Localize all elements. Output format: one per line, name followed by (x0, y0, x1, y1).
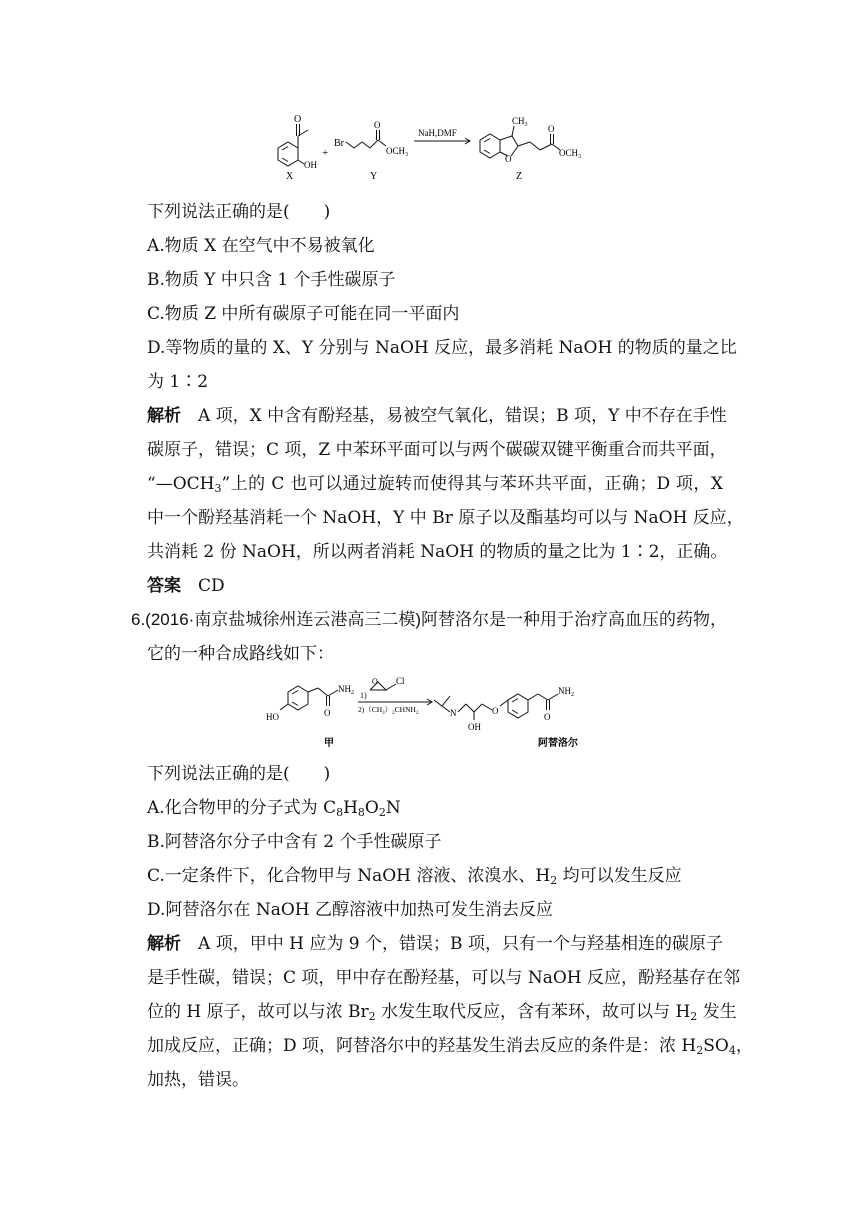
q6-stem: 下列说法正确的是( ) (147, 764, 331, 784)
q5-analysis-line3: “$—OCH_3$”上的 C 也可以通过旋转而使得其与苯环共平面，正确；D 项，X (147, 474, 723, 495)
q5-analysis-line5: 共消耗 2 份 NaOH，所以两者消耗 NaOH 的物质的量之比为 1∶2，正确。 (147, 542, 728, 562)
q6-analysis-line5: 加热，错误。 (147, 1070, 249, 1090)
plus-sign: + (322, 147, 329, 159)
q6-intro-line2: 它的一种合成路线如下： (147, 644, 334, 664)
conditions-label: NaH,DMF (418, 128, 457, 138)
q5-stem: 下列说法正确的是( ) (147, 202, 331, 222)
reaction-scheme-xyz (260, 110, 600, 182)
jia-ho-label: HO (266, 712, 279, 722)
q6-option-d: D.阿替洛尔在 NaOH 乙醇溶液中加热可发生消去反应 (147, 900, 554, 920)
q5-option-d-line1: D.等物质的量的 X、Y 分别与 NaOH 反应，最多消耗 NaOH 的物质的量之比 (147, 338, 737, 358)
reaction-scheme-atenolol (262, 672, 612, 752)
q6-option-b: B.阿替洛尔分子中含有 2 个手性碳原子 (147, 832, 442, 852)
y-br-label: Br (334, 138, 344, 149)
structure-jia (280, 686, 338, 710)
q5-option-a: A.物质 X 在空气中不易被氧化 (147, 236, 375, 256)
cl-label: Cl (396, 676, 405, 686)
jia-nh-label: $NH_2$ (338, 684, 354, 696)
atenolol-o-label: O (492, 706, 499, 716)
z-o-label: O (548, 124, 555, 134)
atenolol-label: 阿替洛尔 (538, 738, 578, 749)
atenolol-nh2-label: $NH_2$ (558, 686, 574, 698)
epoxide-o-label: O (372, 677, 378, 686)
q5-option-c: C.物质 Z 中所有碳原子可能在同一平面内 (147, 304, 460, 324)
q5-analysis-line2: 碳原子，错误；C 项，Z 中苯环平面可以与两个碳碳双键平衡重合而共平面， (147, 440, 727, 460)
q6-analysis-label: 解析 (147, 934, 182, 954)
q5-option-b: B.物质 Y 中只含 1 个手性碳原子 (147, 270, 396, 290)
x-oh-label: OH (304, 160, 317, 170)
q5-analysis-line4: 中一个酚羟基消耗一个 NaOH，Y 中 Br 原子以及酯基均可以与 NaOH 反应， (147, 508, 744, 528)
reaction-arrow (414, 138, 470, 144)
jia-o-label: O (324, 708, 331, 718)
q6-analysis-line2: 是手性碳，错误；C 项，甲中存在酚羟基，可以与 NaOH 反应，酚羟基存在邻 (147, 968, 740, 988)
q6-option-c: C.一定条件下，化合物甲与 NaOH 溶液、浓溴水、$H_2$ 均可以发生反应 (147, 866, 682, 887)
q5-answer-label: 答案 (147, 576, 181, 596)
q6-analysis-line1: 解析 A 项，甲中 H 应为 9 个，错误；B 项，只有一个与羟基相连的碳原子 (147, 934, 724, 954)
q5-answer (147, 576, 225, 596)
q5-analysis-line1: 解析 A 项，X 中含有酚羟基，易被空气氧化，错误；B 项，Y 中不存在手性 (147, 406, 727, 426)
y-och3-label: $OCH_3$ (386, 146, 409, 158)
x-o-label: O (294, 114, 302, 125)
y-o-label: O (374, 120, 381, 130)
step2-label: $2)(CH_3)_2CHNH_2$ (358, 705, 419, 716)
y-label: Y (370, 171, 378, 182)
atenolol-n-label: N (450, 708, 457, 718)
jia-label: 甲 (324, 738, 334, 749)
structure-y (346, 130, 386, 148)
z-ch3-label: $CH_3$ (512, 116, 528, 128)
q6-analysis-line3: 位的 H 原子，故可以与浓 $Br_2$ 水发生取代反应，含有苯环，故可以与 $H_2$ 发生 (147, 1002, 737, 1023)
q5-analysis-label: 解析 (147, 406, 181, 426)
q6-option-a: A.化合物甲的分子式为 $C_8H_8O_2N$ (147, 798, 401, 819)
q5-option-d-line2: 为 1∶2 (147, 372, 209, 392)
z-ring-o-label: O (505, 154, 512, 164)
z-och3-label: $OCH_3$ (559, 148, 582, 160)
atenolol-co-label: O (544, 712, 551, 722)
step1-label: 1) (360, 691, 367, 700)
atenolol-oh-label: OH (468, 722, 481, 732)
z-label: Z (516, 171, 523, 182)
q6-number-source: 6.(2016·南京盐城徐州连云港高三二模) (131, 610, 421, 629)
x-label: X (286, 171, 294, 182)
q5-answer-value: CD (198, 576, 225, 596)
q6-intro-line1: 6.(2016·南京盐城徐州连云港高三二模)阿替洛尔是一种用于治疗高血压的药物， (131, 610, 727, 630)
q6-analysis-line4: 加成反应，正确；D 项，阿替洛尔中的羟基发生消去反应的条件是：浓 $H_2SO_4$， (147, 1036, 753, 1057)
